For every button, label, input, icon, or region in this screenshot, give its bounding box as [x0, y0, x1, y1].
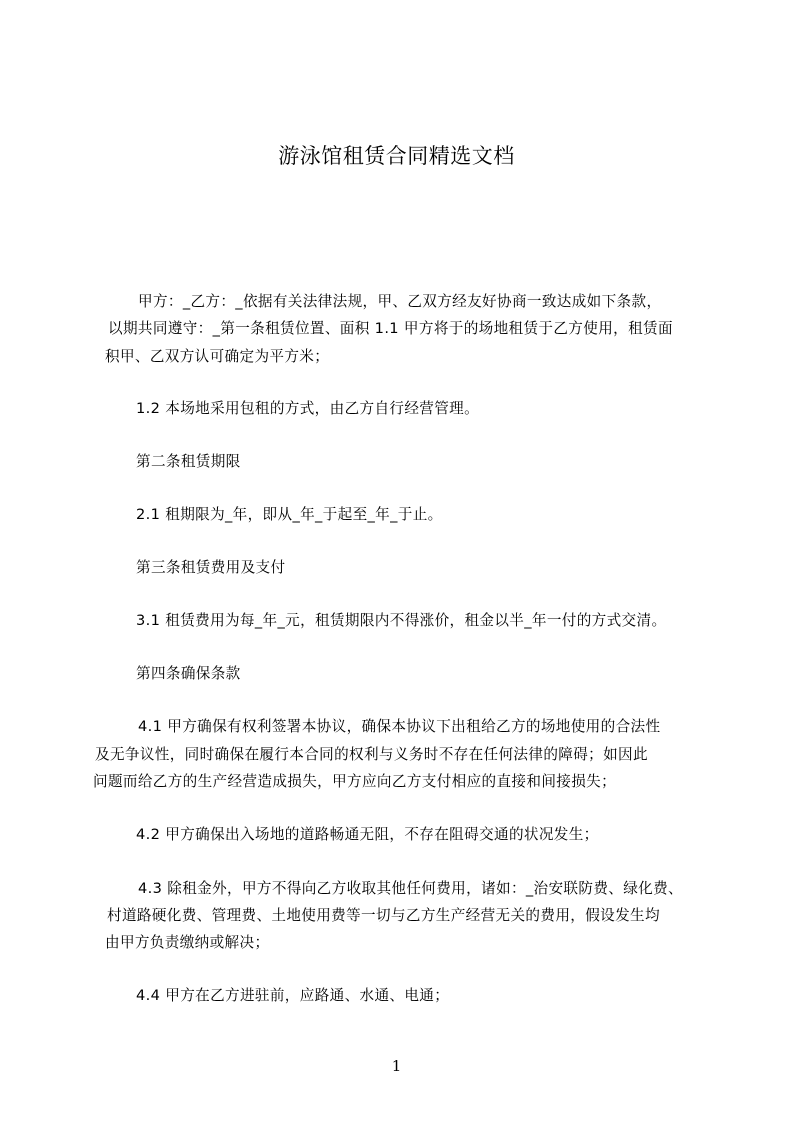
document-title: 游泳馆租赁合同精选文档 — [278, 144, 515, 168]
paragraph-line: 以期共同遵守：_第一条租赁位置、面积 1.1 甲方将于的场地租赁于乙方使用，租赁面 — [108, 320, 673, 337]
paragraph-line: 4.2 甲方确保出入场地的道路畅通无阻，不存在阻碍交通的状况发生； — [136, 826, 599, 843]
paragraph-line: 2.1 租期限为_年，即从_年_于起至_年_于止。 — [136, 506, 443, 523]
paragraph-line: 问题而给乙方的生产经营造成损失，甲方应向乙方支付相应的直接和间接损失； — [93, 773, 617, 790]
paragraph-line: 1.2 本场地采用包租的方式，由乙方自行经营管理。 — [136, 400, 480, 417]
article-heading: 第四条确保条款 — [136, 665, 241, 682]
paragraph-line: 3.1 租赁费用为每_年_元，租赁期限内不得涨价，租金以半_年一付的方式交清。 — [136, 612, 667, 629]
article-heading: 第三条租赁费用及支付 — [136, 559, 286, 576]
paragraph-line: 4.4 甲方在乙方进驻前，应路通、水通、电通； — [136, 987, 450, 1004]
paragraph-line: 由甲方负责缴纳或解决； — [105, 934, 270, 951]
article-heading: 第二条租赁期限 — [136, 453, 241, 470]
paragraph-line: 村道路硬化费、管理费、土地使用费等一切与乙方生产经营无关的费用，假设发生均 — [107, 907, 660, 924]
paragraph-line: 4.1 甲方确保有权利签署本协议，确保本协议下出租给乙方的场地使用的合法性 — [138, 718, 661, 735]
paragraph-line: 及无争议性，同时确保在履行本合同的权利与义务时不存在任何法律的障碍；如因此 — [95, 746, 648, 763]
page-number: 1 — [391, 1057, 402, 1075]
paragraph-line: 4.3 除租金外，甲方不得向乙方收取其他任何费用，诸如：_治安联防费、绿化费、 — [138, 880, 683, 897]
paragraph-line: 甲方：_乙方：_依据有关法律法规，甲、乙双方经友好协商一致达成如下条款， — [138, 293, 662, 310]
paragraph-line: 积甲、乙双方认可确定为平方米； — [105, 348, 330, 365]
